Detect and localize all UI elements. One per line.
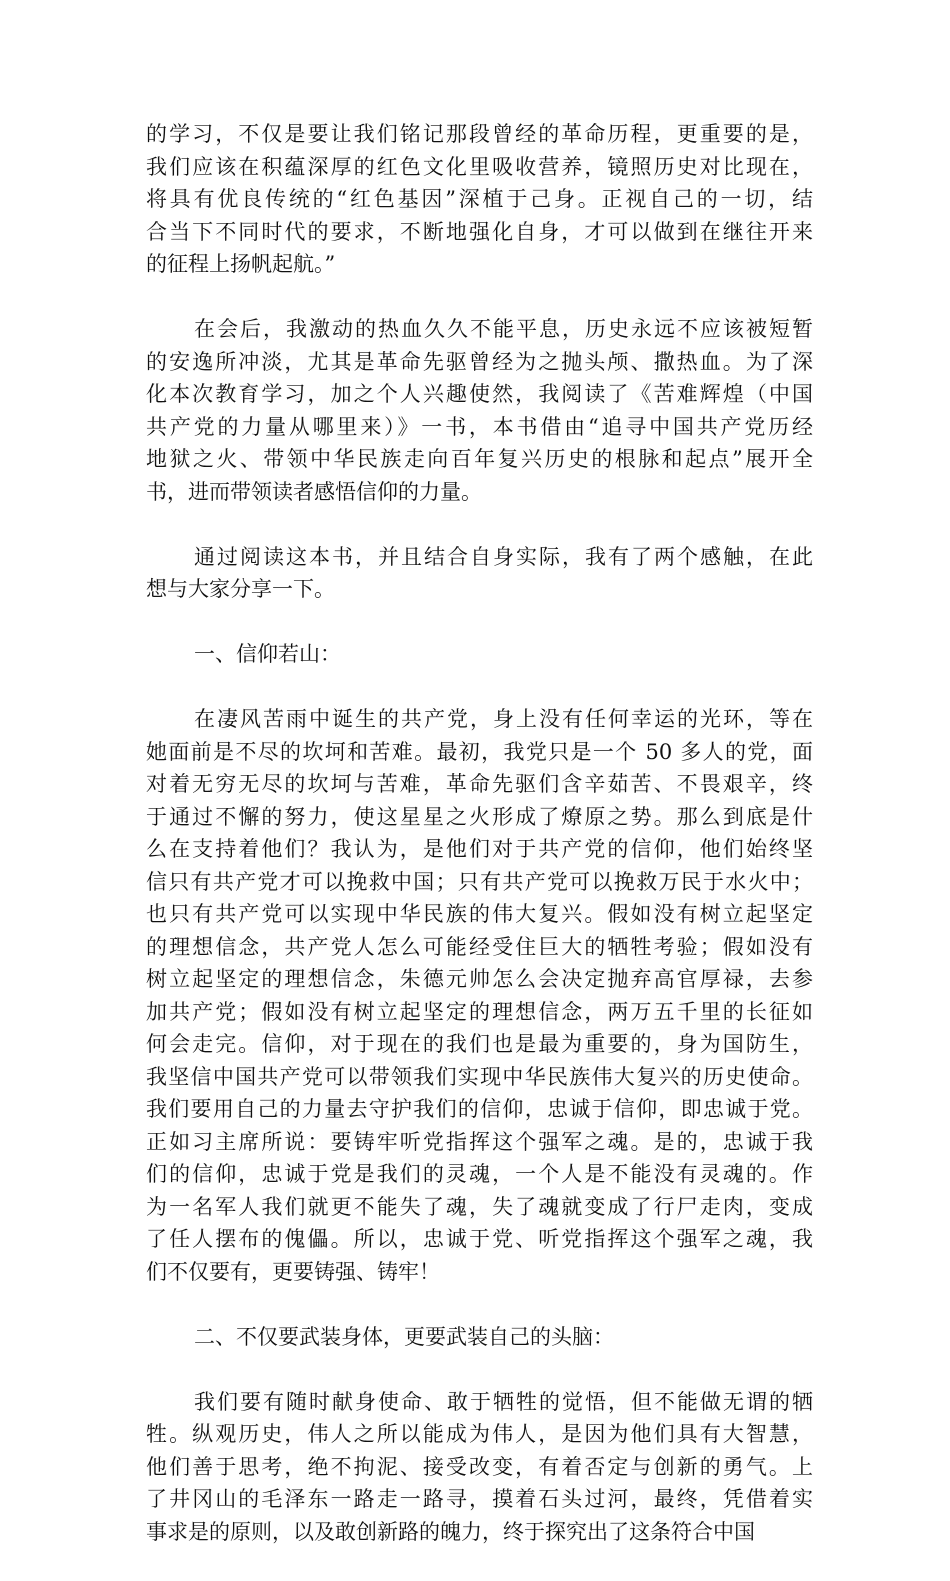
paragraph: [146, 1321, 813, 1354]
text-line: 她面前是不尽的坎坷和苦难。最初，我党只是一个 50 多人的党，面: [146, 739, 813, 764]
text-line: 将具有优良传统的“红色基因”深植于己身。正视自己的一切，结: [146, 187, 813, 211]
text-line: 正如习主席所说：要铸牢听党指挥这个强军之魂。是的，忠诚于我: [146, 1129, 813, 1154]
text-line: 的征程上扬帆起航。”: [146, 252, 336, 276]
text-line: 于通过不懈的努力，使这星星之火形成了燎原之势。那么到底是什: [146, 804, 813, 829]
text-line: 想与大家分享一下。: [146, 577, 335, 601]
text-line: 们的信仰，忠诚于党是我们的灵魂，一个人是不能没有灵魂的。作: [146, 1162, 813, 1186]
text-line: 他们善于思考，绝不拘泥、接受改变，有着否定与创新的勇气。上: [146, 1454, 813, 1479]
text-line: 的安逸所冲淡，尤其是革命先驱曾经为之抛头颅、撒热血。为了深: [146, 349, 813, 374]
text-line: 书，进而带领读者感悟信仰的力量。: [146, 479, 482, 504]
text-line: 一、信仰若山：: [194, 642, 341, 666]
text-line: 我们要用自己的力量去守护我们的信仰，忠诚于信仰，即忠诚于党。: [146, 1097, 813, 1121]
paragraph: [146, 1386, 813, 1549]
text-line: 何会走完。信仰，对于现在的我们也是最为重要的，身为国防生，: [146, 1032, 813, 1056]
text-line: 的学习，不仅是要让我们铭记那段曾经的革命历程，更重要的是，: [146, 122, 813, 146]
text-line: 加共产党；假如没有树立起坚定的理想信念，两万五千里的长征如: [146, 999, 813, 1024]
text-line: 为一名军人我们就更不能失了魂，失了魂就变成了行尸走肉，变成: [146, 1194, 813, 1219]
paragraph: [146, 703, 813, 1288]
text-line: 了任人摆布的傀儡。所以，忠诚于党、听党指挥这个强军之魂，我: [146, 1227, 813, 1251]
text-line: 对着无穷无尽的坎坷与苦难，革命先驱们含辛茹苦、不畏艰辛，终: [146, 772, 813, 796]
text-line: 共产党的力量从哪里来）》一书，本书借由“追寻中国共产党历经: [146, 414, 813, 439]
text-line: 信只有共产党才可以挽救中国；只有共产党可以挽救万民于水火中；: [146, 869, 813, 894]
text-line: 我坚信中国共产党可以带领我们实现中华民族伟大复兴的历史使命。: [146, 1064, 813, 1089]
text-line: 也只有共产党可以实现中华民族的伟大复兴。假如没有树立起坚定: [146, 902, 813, 926]
text-line: 我们应该在积蕴深厚的红色文化里吸收营养，镜照历史对比现在，: [146, 154, 813, 179]
paragraph: [146, 541, 813, 606]
text-line: 通过阅读这本书，并且结合自身实际，我有了两个感触，在此: [194, 544, 813, 569]
text-line: 在凄风苦雨中诞生的共产党，身上没有任何幸运的光环，等在: [194, 707, 813, 731]
text-line: 的理想信念，共产党人怎么可能经受住巨大的牺牲考验；假如没有: [146, 934, 813, 959]
paragraph: [146, 313, 813, 508]
text-line: 在会后，我激动的热血久久不能平息，历史永远不应该被短暂: [194, 317, 813, 341]
text-line: 化本次教育学习，加之个人兴趣使然，我阅读了《苦难辉煌（中国: [146, 382, 813, 406]
text-line: 我们要有随时献身使命、敢于牺牲的觉悟，但不能做无谓的牺: [194, 1389, 813, 1414]
paragraph: [146, 638, 813, 671]
text-line: 牲。纵观历史，伟人之所以能成为伟人，是因为他们具有大智慧，: [146, 1422, 813, 1446]
text-line: 地狱之火、带领中华民族走向百年复兴历史的根脉和起点”展开全: [146, 447, 813, 471]
text-line: 么在支持着他们？我认为，是他们对于共产党的信仰，他们始终坚: [146, 837, 813, 861]
text-line: 合当下不同时代的要求，不断地强化自身，才可以做到在继往开来: [146, 219, 813, 244]
text-line: 了井冈山的毛泽东一路走一路寻，摸着石头过河，最终，凭借着实: [146, 1487, 813, 1511]
text-line: 事求是的原则，以及敢创新路的魄力，终于探究出了这条符合中国: [146, 1519, 755, 1544]
paragraph: [146, 118, 813, 281]
document-body: [146, 118, 813, 1581]
text-line: 树立起坚定的理想信念，朱德元帅怎么会决定抛弃高官厚禄，去参: [146, 967, 813, 991]
text-line: 二、不仅要武装身体，更要武装自己的头脑：: [194, 1324, 614, 1349]
text-line: 们不仅要有，更要铸强、铸牢！: [146, 1259, 440, 1284]
